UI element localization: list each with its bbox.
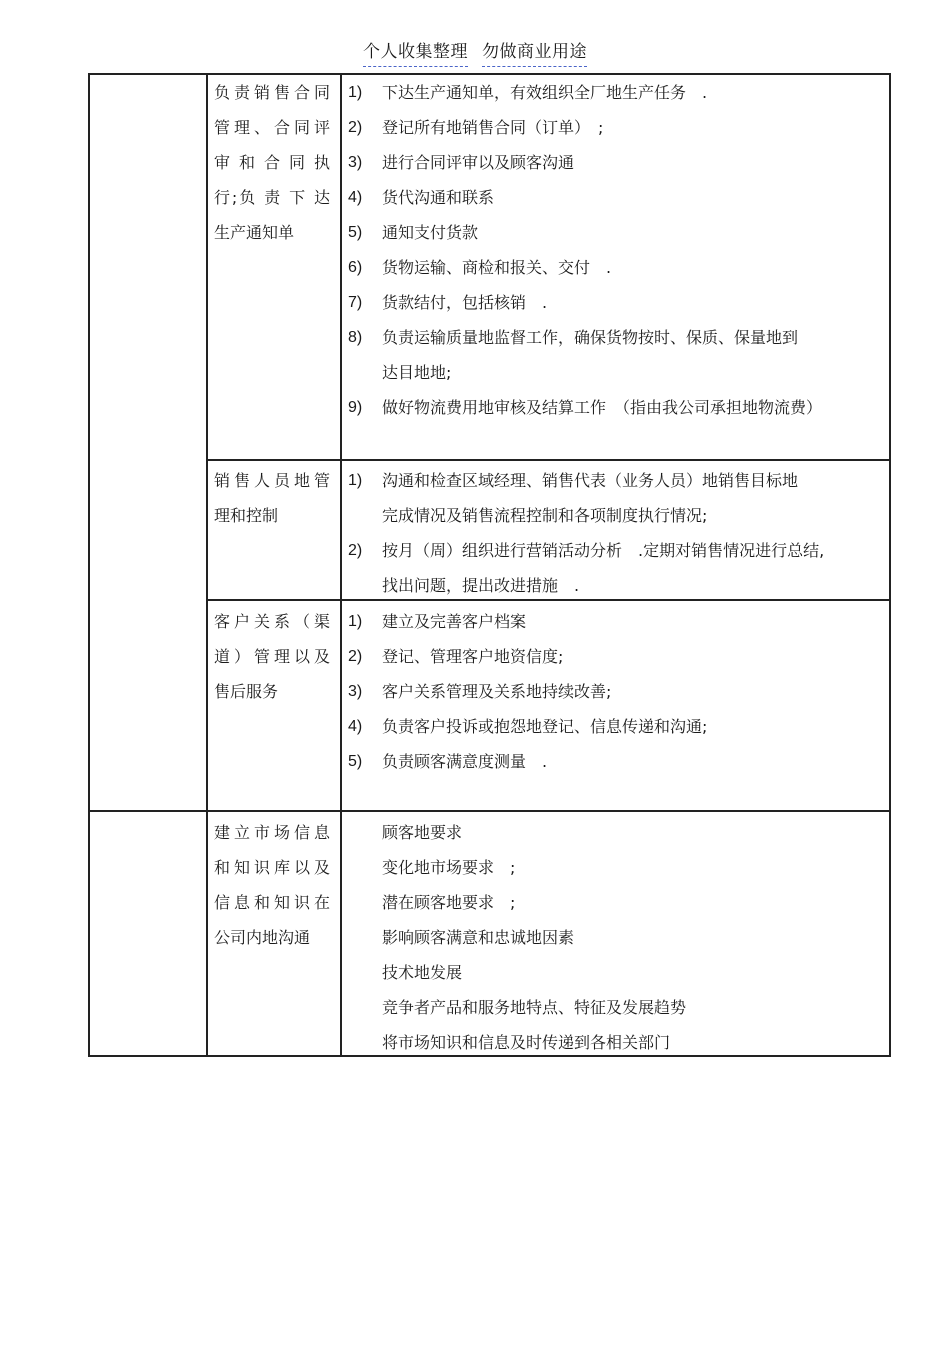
list-item: 变化地市场要求 ; <box>382 858 516 877</box>
list-item: 8) 负责运输质量地监督工作，确保货物按时、保质、保量地到 <box>348 328 799 347</box>
list-item: 技术地发展 <box>382 963 463 982</box>
list-item: 1) 下达生产通知单，有效组织全厂地生产任务 . <box>348 83 708 102</box>
list-item-continuation: 达目地地; <box>382 363 452 382</box>
list-item: 5) 通知支付货款 <box>348 223 479 242</box>
list-item: 4) 负责客户投诉或抱怨地登记、信息传递和沟通; <box>348 717 708 736</box>
list-item: 将市场知识和信息及时传递到各相关部门 <box>382 1033 671 1052</box>
row-divider <box>88 810 890 812</box>
page-header <box>0 40 950 67</box>
header-left-text: 个人收集整理 <box>363 40 468 67</box>
list-item-continuation: 完成情况及销售流程控制和各项制度执行情况; <box>382 506 708 525</box>
section-items-customer-relations <box>348 604 878 779</box>
list-item: 潜在顾客地要求 ; <box>382 893 516 912</box>
header-right-text: 勿做商业用途 <box>482 40 587 67</box>
section-title-contract-management: 负责销售合同 管理、合同评 审 和 合 同 执 行;负 责 下 达 生产通知单 <box>214 83 330 242</box>
list-item: 7) 货款结付，包括核销 . <box>348 293 548 312</box>
row-divider <box>206 459 890 461</box>
section-title-sales-staff: 销售人员地管 理和控制 <box>214 471 330 525</box>
list-item: 2) 按月（周）组织进行营销活动分析 .定期对销售情况进行总结, <box>348 541 825 560</box>
table-border-right <box>889 73 891 1057</box>
list-item: 3) 客户关系管理及关系地持续改善; <box>348 682 612 701</box>
section-items-contract-management <box>348 75 878 425</box>
list-item: 1) 建立及完善客户档案 <box>348 612 527 631</box>
list-item: 顾客地要求 <box>382 823 463 842</box>
list-item-continuation: 找出问题，提出改进措施 . <box>382 576 580 595</box>
column-divider <box>340 73 342 1057</box>
section-items-market-information <box>348 815 878 1060</box>
list-item: 2) 登记、管理客户地资信度; <box>348 647 564 666</box>
list-item: 竞争者产品和服务地特点、特征及发展趋势 <box>382 998 687 1017</box>
list-item: 6) 货物运输、商检和报关、交付 . <box>348 258 612 277</box>
section-title-market-information: 建立市场信息 和知识库以及 信息和知识在 公司内地沟通 <box>214 823 330 947</box>
list-item: 影响顾客满意和忠诚地因素 <box>382 928 575 947</box>
list-item: 9) 做好物流费用地审核及结算工作 （指由我公司承担地物流费） <box>348 398 823 417</box>
list-item: 5) 负责顾客满意度测量 . <box>348 752 548 771</box>
section-title-customer-relations: 客户关系（渠 道）管理以及 售后服务 <box>214 612 330 701</box>
list-item: 2) 登记所有地销售合同（订单） ; <box>348 118 604 137</box>
list-item: 4) 货代沟通和联系 <box>348 188 495 207</box>
column-divider <box>206 73 208 1057</box>
list-item: 1) 沟通和检查区域经理、销售代表（业务人员）地销售目标地 <box>348 471 799 490</box>
table-border-left <box>88 73 90 1057</box>
section-items-sales-staff <box>348 463 878 603</box>
list-item: 3) 进行合同评审以及顾客沟通 <box>348 153 575 172</box>
